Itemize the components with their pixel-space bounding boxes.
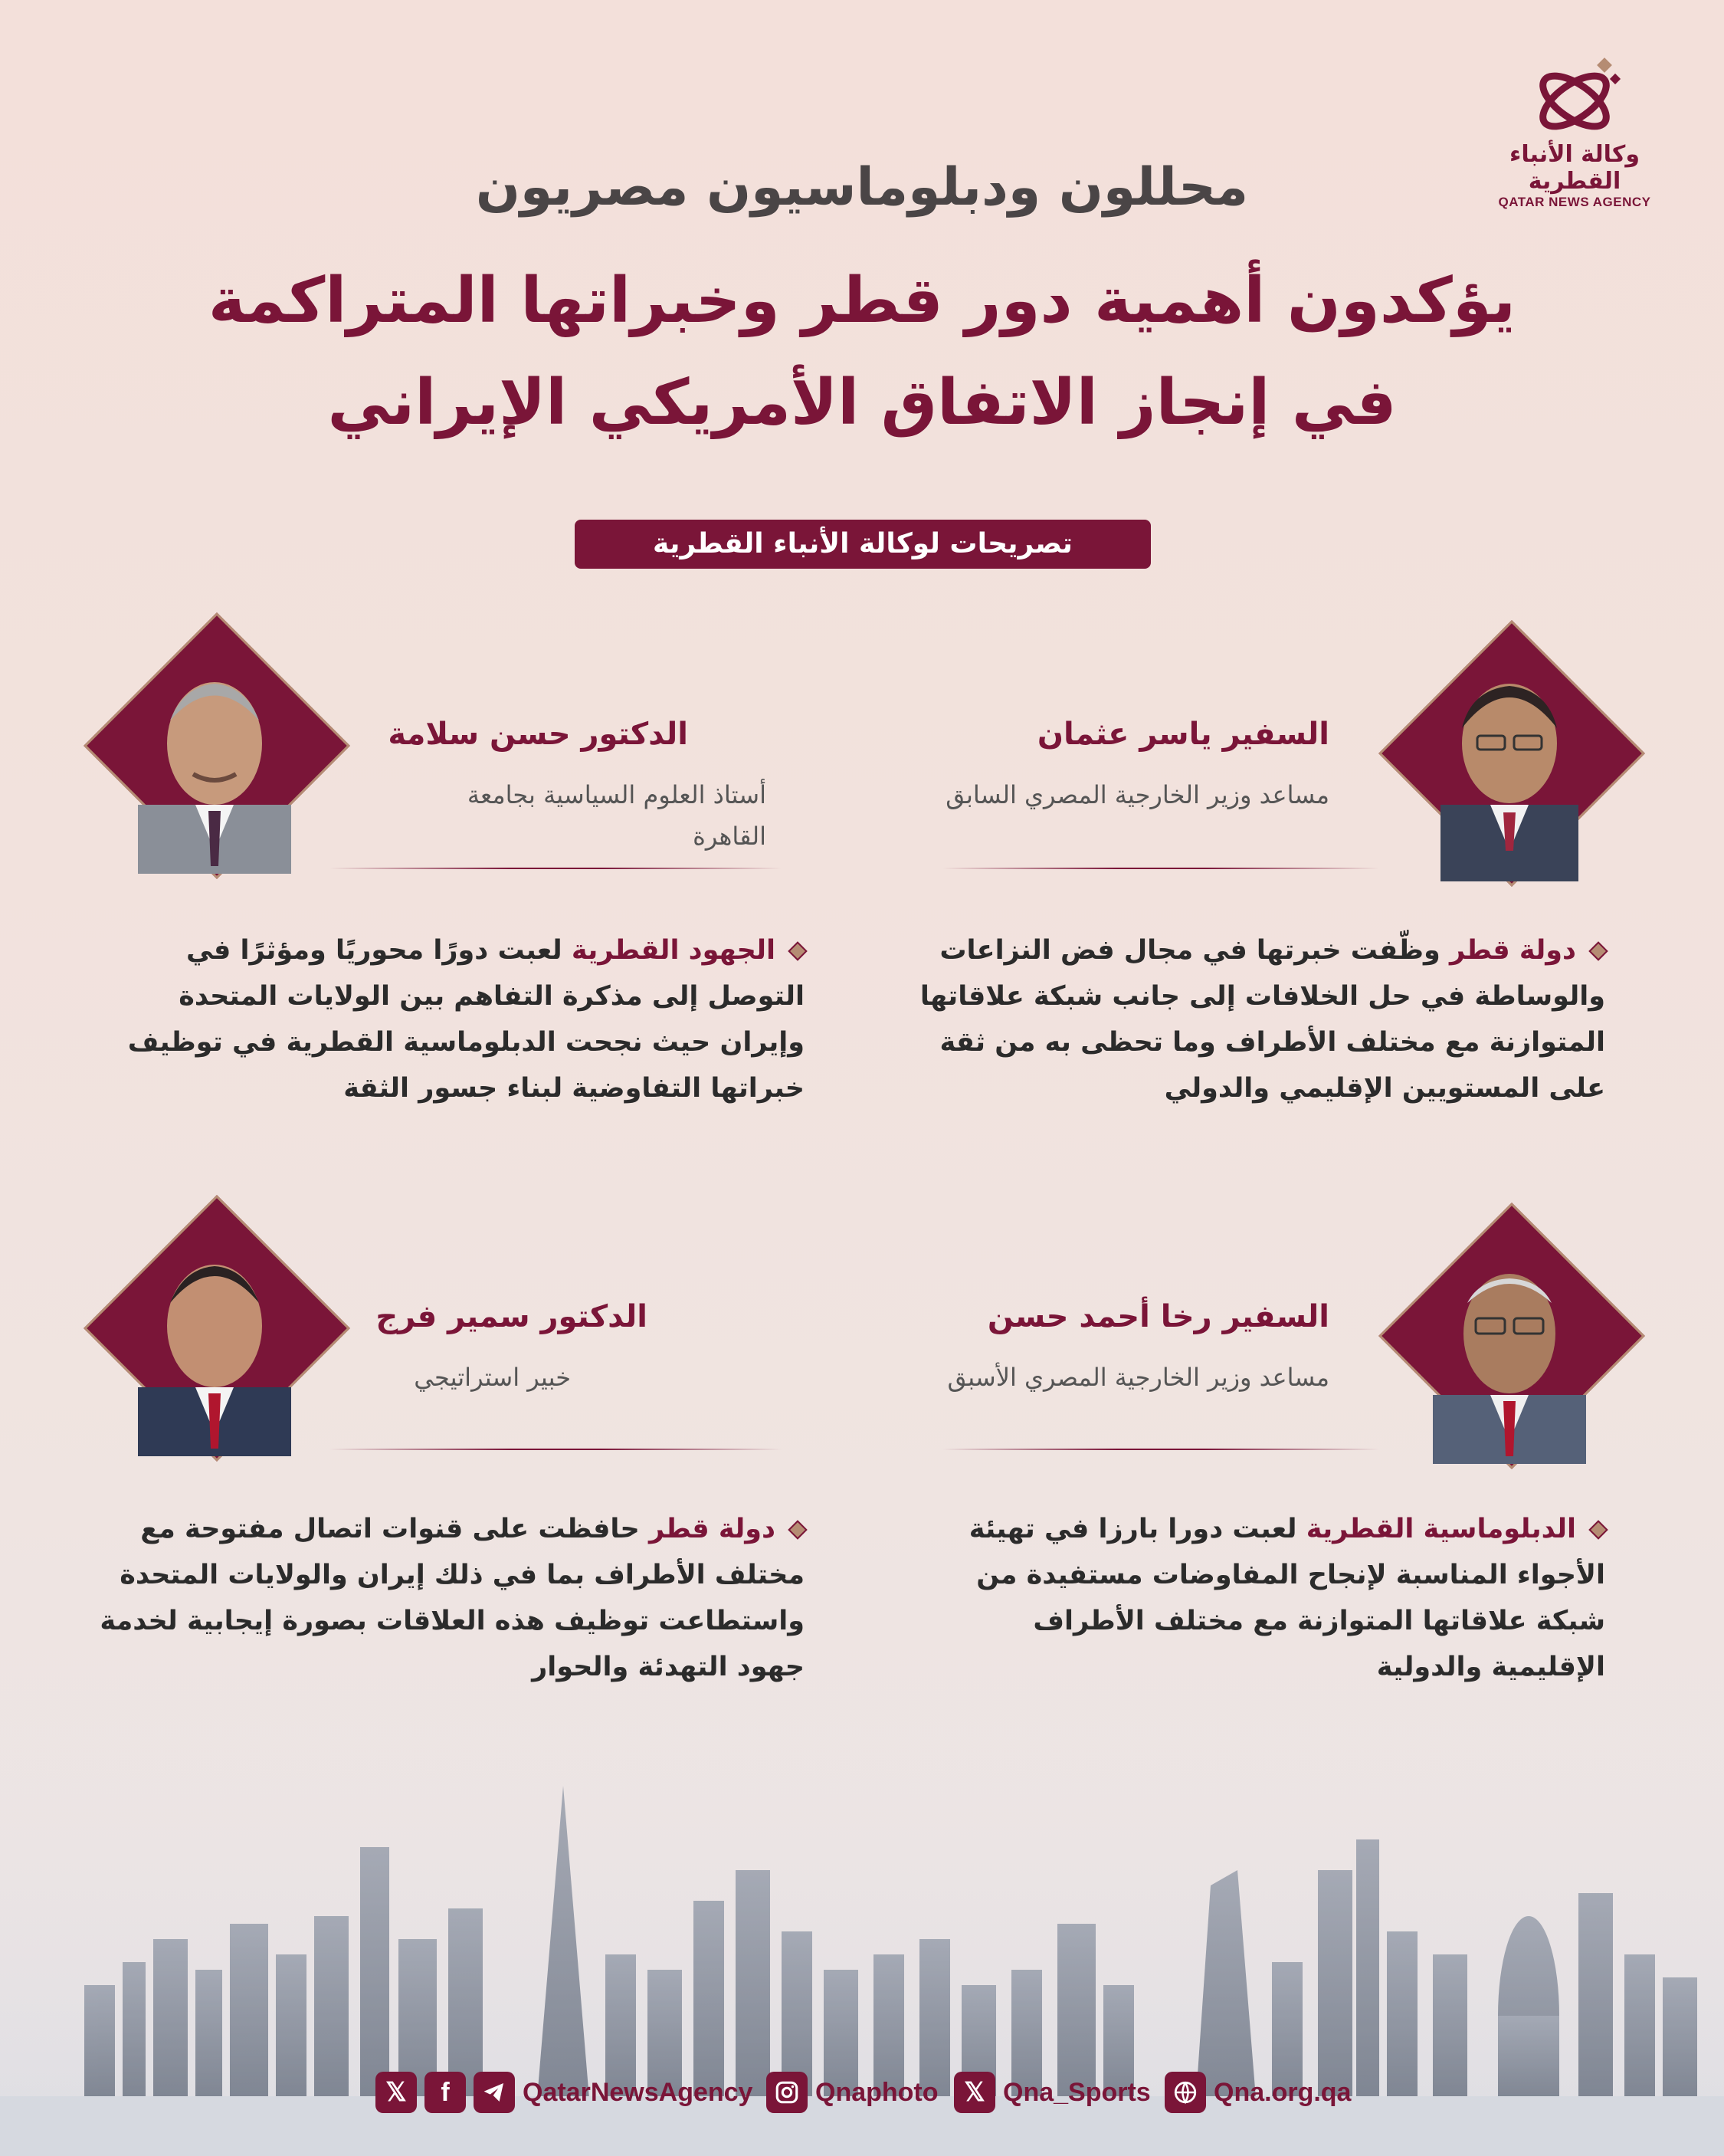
instagram-icon[interactable] (766, 2072, 808, 2113)
quote-block (916, 927, 1605, 1111)
headline-line1: يؤكدون أهمية دور قطر وخبراتها المتراكمة (208, 264, 1516, 337)
facebook-icon[interactable]: f (424, 2072, 466, 2113)
quote-highlight: الجهود القطرية (571, 935, 775, 966)
person-role: أستاذ العلوم السياسية بجامعة القاهرة (467, 780, 766, 851)
handle-photo[interactable]: Qnaphoto (815, 2077, 939, 2107)
portrait-samir-farag (84, 1196, 345, 1456)
footer-social-bar (0, 2069, 1724, 2123)
headline-line2: في إنجاز الاتفاق الأمريكي الإيراني (327, 366, 1397, 439)
web-icon[interactable] (1165, 2072, 1206, 2113)
social-main[interactable] (375, 2069, 759, 2115)
website-link[interactable]: Qna.org.qa (1214, 2077, 1352, 2107)
diamond-bullet-icon (1588, 1520, 1608, 1539)
quote-block (88, 927, 805, 1111)
social-photo[interactable] (766, 2069, 945, 2115)
quote-highlight: الدبلوماسية القطرية (1306, 1514, 1576, 1544)
person-name: السفير رخا أحمد حسن (987, 1299, 1329, 1334)
statements-badge: تصريحات لوكالة الأنباء القطرية (575, 520, 1151, 569)
logo-name-ar: وكالة الأنباء القطرية (1509, 141, 1640, 195)
x-icon[interactable]: 𝕏 (954, 2072, 995, 2113)
diamond-bullet-icon (788, 1520, 807, 1539)
qna-emblem-icon (1521, 54, 1628, 138)
person-role: مساعد وزير الخارجية المصري الأسبق (947, 1363, 1329, 1392)
handle-sports[interactable]: Qna_Sports (1003, 2077, 1151, 2107)
person-name: الدكتور حسن سلامة (388, 717, 688, 752)
subtitle: محللون ودبلوماسيون مصريون (475, 157, 1249, 218)
quote-text: وظّفت خبرتها في مجال فض النزاعات والوساطة في حل الخلافات إلى جانب شبكة علاقاتها المتوازنة مع مختلف الأطراف وما تحظى به من ثقة على المستويين الإقليمي والدولي (919, 935, 1605, 1104)
person-role: خبير استراتيجي (414, 1363, 571, 1392)
person-role: مساعد وزير الخارجية المصري السابق (946, 780, 1329, 809)
divider (329, 1449, 782, 1450)
quote-text: لعبت دورا بارزا في تهيئة الأجواء المناسبة لإنجاح المفاوضات مستفيدة من شبكة علاقاتها المتوازنة مع مختلف الأطراف الإقليمية والدولية (969, 1514, 1605, 1682)
portrait-hassan-salama (84, 613, 345, 874)
quote-highlight: دولة قطر (648, 1514, 775, 1544)
divider (942, 868, 1379, 869)
diamond-bullet-icon (788, 941, 807, 960)
handle-main[interactable]: QatarNewsAgency (523, 2077, 753, 2107)
divider (942, 1449, 1379, 1450)
social-website[interactable] (1165, 2069, 1357, 2115)
person-name: الدكتور سمير فرج (375, 1299, 647, 1334)
portrait-yasser-osman (1379, 621, 1640, 881)
telegram-icon[interactable] (474, 2072, 515, 2113)
divider (329, 868, 782, 869)
quote-block (942, 1506, 1605, 1690)
x-icon[interactable]: 𝕏 (375, 2072, 417, 2113)
social-sports[interactable] (954, 2069, 1157, 2115)
quote-block (88, 1506, 805, 1690)
logo-name-en: QATAR NEWS AGENCY (1498, 195, 1651, 209)
person-name: السفير ياسر عثمان (1037, 717, 1329, 752)
diamond-bullet-icon (1588, 941, 1608, 960)
quote-text: لعبت دورًا محوريًا ومؤثرًا في التوصل إلى مذكرة التفاهم بين الولايات المتحدة وإيران حيث نجحت الدبلوماسية القطرية في توظيف خبراتها التفاوضية لبناء جسور الثقة (127, 935, 805, 1104)
quote-text: حافظت على قنوات اتصال مفتوحة مع مختلف الأطراف بما في ذلك إيران والولايات المتحدة واستطاعت توظيف هذه العلاقات بصورة إيجابية لخدمة جهود التهدئة والحوار (100, 1514, 805, 1682)
quote-highlight: دولة قطر (1449, 935, 1576, 966)
portrait-rakha-ahmed-hassan (1379, 1203, 1640, 1464)
